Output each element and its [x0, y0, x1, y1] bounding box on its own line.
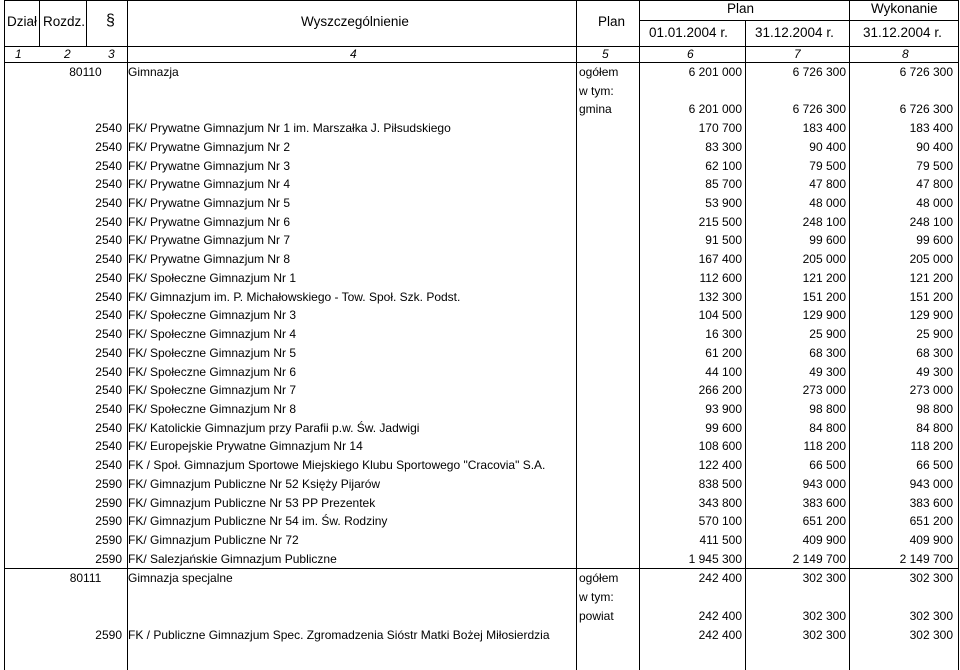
- paragraph-code: 2540: [95, 308, 122, 323]
- paragraph-code: 2540: [95, 139, 122, 154]
- section-name: Gimnazja specjalne: [128, 571, 233, 586]
- table-row: [4, 250, 959, 269]
- execution-value: 302 300: [909, 608, 953, 623]
- execution-value: 121 200: [909, 270, 953, 285]
- paragraph-code: 2540: [95, 214, 122, 229]
- row-description: FK/ Społeczne Gimnazjum Nr 5: [128, 345, 297, 360]
- plan-year-value: 25 900: [809, 327, 846, 342]
- grid-line: [745, 20, 746, 670]
- row-description: FK/ Europejskie Prywatne Gimnazjum Nr 14: [128, 439, 363, 454]
- paragraph-code: 2540: [95, 270, 122, 285]
- paragraph-code: 2540: [95, 196, 122, 211]
- plan-year-value: 248 100: [802, 214, 846, 229]
- plan-value: 85 700: [705, 177, 742, 192]
- plan-year-value: 273 000: [802, 383, 846, 398]
- header-sub-divider: [639, 20, 959, 21]
- column-number: 4: [350, 47, 357, 61]
- row-description: FK/ Społeczne Gimnazjum Nr 8: [128, 401, 297, 416]
- paragraph-code: 2540: [95, 401, 122, 416]
- section-wtym-row: [4, 588, 959, 607]
- paragraph-code: 2540: [95, 383, 122, 398]
- header-wyszczegolnienie: Wyszczególnienie: [301, 14, 409, 29]
- execution-value: 2 149 700: [899, 551, 953, 566]
- grid-line: [39, 0, 40, 46]
- column-number-row: [4, 46, 959, 62]
- header-rozdz: Rozdz.: [43, 14, 86, 29]
- section-wtym-row: [4, 82, 959, 101]
- paragraph-code: 2540: [95, 233, 122, 248]
- paragraph-code: 2540: [95, 158, 122, 173]
- plan-value: 93 900: [705, 401, 742, 416]
- table-row: [4, 175, 959, 194]
- total-label: ogółem: [579, 65, 619, 79]
- table-row: [4, 306, 959, 325]
- grid-line: [958, 0, 959, 670]
- plan-value: 6 201 000: [688, 65, 742, 79]
- table-row: [4, 363, 959, 382]
- column-number: 3: [108, 47, 115, 61]
- plan-value: 112 600: [699, 270, 742, 285]
- table-row: [4, 325, 959, 344]
- row-description: FK/ Prywatne Gimnazjum Nr 2: [128, 139, 291, 154]
- plan-value: 1 945 300: [688, 551, 742, 566]
- table-body: [4, 63, 959, 644]
- row-description: FK/ Prywatne Gimnazjum Nr 3: [128, 158, 291, 173]
- row-description: FK/ Społeczne Gimnazjum Nr 4: [128, 327, 297, 342]
- wtym-label: w tym:: [579, 590, 614, 605]
- row-description: FK/ Salezjańskie Gimnazjum Publiczne: [128, 551, 337, 566]
- paragraph-code: 2540: [95, 177, 122, 192]
- header-date-2: 31.12.2004 r.: [755, 25, 834, 40]
- section-total-row: [4, 63, 959, 82]
- section-sub-row: [4, 607, 959, 626]
- plan-value: 242 400: [698, 571, 742, 586]
- paragraph-code: 2590: [95, 551, 122, 566]
- plan-year-value: 118 200: [803, 439, 846, 454]
- execution-value: 248 100: [909, 214, 953, 229]
- plan-value: 570 100: [698, 514, 742, 529]
- table-header: [4, 0, 959, 46]
- grid-line: [576, 0, 577, 670]
- plan-value: 215 500: [698, 214, 742, 229]
- section-sub-row: [4, 100, 959, 119]
- row-description: FK/ Katolickie Gimnazjum przy Parafii p.w. Św. Jadwigi: [128, 420, 420, 435]
- execution-value: 302 300: [909, 571, 953, 586]
- column-number: 7: [794, 47, 801, 61]
- plan-year-value: 205 000: [802, 252, 846, 267]
- table-row: [4, 138, 959, 157]
- execution-value: 47 800: [916, 177, 953, 192]
- column-number: 8: [902, 47, 909, 61]
- paragraph-code: 2540: [95, 327, 122, 342]
- row-description: FK / Społ. Gimnazjum Sportowe Miejskiego Klubu Sportowego "Cracovia" S.A.: [128, 458, 546, 473]
- paragraph-code: 2540: [95, 458, 122, 473]
- paragraph-code: 2590: [95, 495, 122, 510]
- table-row: [4, 344, 959, 363]
- wtym-label: w tym:: [579, 83, 614, 98]
- column-number: 6: [687, 47, 694, 61]
- grid-line: [86, 0, 87, 46]
- row-description: FK/ Prywatne Gimnazjum Nr 7: [128, 233, 291, 248]
- table-row: [4, 437, 959, 456]
- table-row: [4, 269, 959, 288]
- plan-year-value: 129 900: [802, 308, 846, 323]
- table-row: [4, 400, 959, 419]
- grid-line: [4, 0, 5, 670]
- plan-value: 91 500: [705, 233, 742, 248]
- paragraph-code: 2540: [95, 439, 122, 454]
- plan-year-value: 302 300: [802, 571, 846, 586]
- table-row: [4, 213, 959, 232]
- row-description: FK/ Prywatne Gimnazjum Nr 1 im. Marszałka J. Piłsudskiego: [128, 121, 451, 136]
- execution-value: 129 900: [909, 308, 953, 323]
- column-number: 2: [64, 47, 71, 61]
- plan-year-value: 68 300: [809, 345, 846, 360]
- total-label: ogółem: [579, 571, 619, 586]
- plan-year-value: 84 800: [809, 420, 846, 435]
- table-row: [4, 475, 959, 494]
- plan-year-value: 302 300: [802, 608, 846, 623]
- plan-value: 53 900: [705, 196, 742, 211]
- row-description: FK / Publiczne Gimnazjum Spec. Zgromadzenia Sióstr Matki Bożej Miłosierdzia: [128, 627, 550, 642]
- execution-value: 90 400: [916, 139, 953, 154]
- plan-year-value: 98 800: [809, 401, 846, 416]
- table-row: [4, 231, 959, 250]
- row-description: FK/ Prywatne Gimnazjum Nr 6: [128, 214, 291, 229]
- budget-table: [4, 0, 959, 642]
- plan-value: 170 700: [698, 121, 742, 136]
- plan-year-value: 302 300: [802, 627, 846, 642]
- paragraph-code: 2540: [95, 121, 122, 136]
- execution-value: 25 900: [916, 327, 953, 342]
- column-number: 5: [602, 47, 609, 61]
- execution-value: 183 400: [909, 121, 953, 136]
- plan-value: 132 300: [698, 289, 742, 304]
- grid-line: [639, 0, 640, 670]
- execution-value: 409 900: [909, 532, 953, 547]
- plan-year-value: 90 400: [809, 139, 846, 154]
- plan-year-value: 651 200: [802, 514, 846, 529]
- table-row: [4, 626, 959, 645]
- execution-value: 151 200: [909, 289, 953, 304]
- plan-value: 61 200: [705, 345, 742, 360]
- paragraph-code: 2540: [95, 420, 122, 435]
- top-border: [4, 0, 959, 1]
- header-date-3: 31.12.2004 r.: [863, 25, 942, 40]
- plan-year-value: 79 500: [809, 158, 846, 173]
- row-description: FK/ Społeczne Gimnazjum Nr 7: [128, 383, 297, 398]
- table-row: [4, 419, 959, 438]
- header-date-1: 01.01.2004 r.: [649, 25, 728, 40]
- row-description: FK/ Gimnazjum Publiczne Nr 72: [128, 532, 299, 547]
- row-description: FK/ Gimnazjum im. P. Michałowskiego - Tow. Społ. Szk. Podst.: [128, 289, 461, 304]
- paragraph-code: 2540: [95, 364, 122, 379]
- plan-year-value: 151 200: [802, 289, 846, 304]
- plan-year-value: 99 600: [809, 233, 846, 248]
- plan-year-value: 6 726 300: [792, 65, 846, 79]
- plan-value: 83 300: [705, 139, 742, 154]
- plan-year-value: 48 000: [809, 196, 846, 211]
- plan-year-value: 943 000: [802, 476, 846, 491]
- section-name: Gimnazja: [128, 65, 179, 79]
- execution-value: 651 200: [909, 514, 953, 529]
- plan-year-value: 409 900: [802, 532, 846, 547]
- row-description: FK/ Gimnazjum Publiczne Nr 54 im. Św. Rodziny: [128, 514, 388, 529]
- column-number: 1: [15, 47, 22, 61]
- row-description: FK/ Prywatne Gimnazjum Nr 8: [128, 252, 291, 267]
- plan-year-value: 6 726 300: [792, 102, 846, 117]
- execution-value: 6 726 300: [899, 102, 953, 117]
- execution-value: 79 500: [916, 158, 953, 173]
- execution-value: 99 600: [916, 233, 953, 248]
- table-row: [4, 288, 959, 307]
- execution-value: 943 000: [909, 476, 953, 491]
- table-row: [4, 512, 959, 531]
- table-row: [4, 456, 959, 475]
- plan-value: 411 500: [699, 532, 742, 547]
- plan-year-value: 49 300: [809, 364, 846, 379]
- row-description: FK/ Społeczne Gimnazjum Nr 1: [128, 270, 297, 285]
- table-row: [4, 494, 959, 513]
- plan-value: 838 500: [698, 476, 742, 491]
- plan-year-value: 383 600: [802, 495, 846, 510]
- plan-value: 167 400: [698, 252, 742, 267]
- grid-line: [127, 0, 128, 670]
- header-plan: Plan: [598, 14, 626, 29]
- section-total-row: [4, 568, 959, 588]
- execution-value: 273 000: [909, 383, 953, 398]
- paragraph-code: 2540: [95, 289, 122, 304]
- execution-value: 6 726 300: [899, 65, 953, 79]
- sub-label: gmina: [579, 102, 612, 117]
- execution-value: 302 300: [909, 627, 953, 642]
- execution-value: 66 500: [916, 458, 953, 473]
- plan-value: 242 400: [698, 627, 742, 642]
- row-description: FK/ Gimnazjum Publiczne Nr 52 Księży Pijarów: [128, 476, 381, 491]
- execution-value: 383 600: [909, 495, 953, 510]
- execution-value: 118 200: [910, 439, 953, 454]
- header-plan-top: Plan: [727, 1, 755, 16]
- sub-label: powiat: [579, 608, 614, 623]
- row-description: FK/ Prywatne Gimnazjum Nr 5: [128, 196, 291, 211]
- table-row: [4, 550, 959, 569]
- execution-value: 98 800: [916, 401, 953, 416]
- row-description: FK/ Społeczne Gimnazjum Nr 3: [128, 308, 297, 323]
- plan-year-value: 47 800: [809, 177, 846, 192]
- table-row: [4, 194, 959, 213]
- execution-value: 48 000: [916, 196, 953, 211]
- rozdzial-code: 80110: [69, 65, 102, 79]
- paragraph-code: 2590: [95, 476, 122, 491]
- plan-value: 108 600: [698, 439, 742, 454]
- plan-value: 343 800: [698, 495, 742, 510]
- header-dzial: Dział: [7, 14, 38, 29]
- row-description: FK/ Społeczne Gimnazjum Nr 6: [128, 364, 297, 379]
- execution-value: 68 300: [916, 345, 953, 360]
- plan-value: 266 200: [698, 383, 742, 398]
- plan-value: 122 400: [698, 458, 742, 473]
- table-row: [4, 531, 959, 550]
- paragraph-code: 2540: [95, 345, 122, 360]
- plan-value: 16 300: [705, 327, 742, 342]
- plan-value: 6 201 000: [688, 102, 742, 117]
- table-row: [4, 157, 959, 176]
- table-row: [4, 381, 959, 400]
- plan-value: 99 600: [705, 420, 742, 435]
- paragraph-code: 2540: [95, 252, 122, 267]
- paragraph-code: 2590: [95, 514, 122, 529]
- plan-value: 104 500: [698, 308, 742, 323]
- rozdzial-code: 80111: [69, 571, 102, 586]
- header-wykonanie: Wykonanie: [871, 1, 938, 16]
- execution-value: 205 000: [909, 252, 953, 267]
- paragraph-code: 2590: [95, 532, 122, 547]
- plan-value: 242 400: [698, 608, 742, 623]
- plan-value: 44 100: [705, 364, 742, 379]
- row-description: FK/ Gimnazjum Publiczne Nr 53 PP Prezentek: [128, 495, 376, 510]
- plan-value: 62 100: [705, 158, 742, 173]
- table-row: [4, 119, 959, 138]
- grid-line: [849, 0, 850, 670]
- plan-year-value: 66 500: [809, 458, 846, 473]
- plan-year-value: 183 400: [802, 121, 846, 136]
- header-paragraph-sign: §: [106, 12, 115, 29]
- paragraph-code: 2590: [95, 627, 122, 642]
- row-description: FK/ Prywatne Gimnazjum Nr 4: [128, 177, 291, 192]
- execution-value: 84 800: [916, 420, 953, 435]
- execution-value: 49 300: [916, 364, 953, 379]
- plan-year-value: 121 200: [802, 270, 846, 285]
- plan-year-value: 2 149 700: [792, 551, 846, 566]
